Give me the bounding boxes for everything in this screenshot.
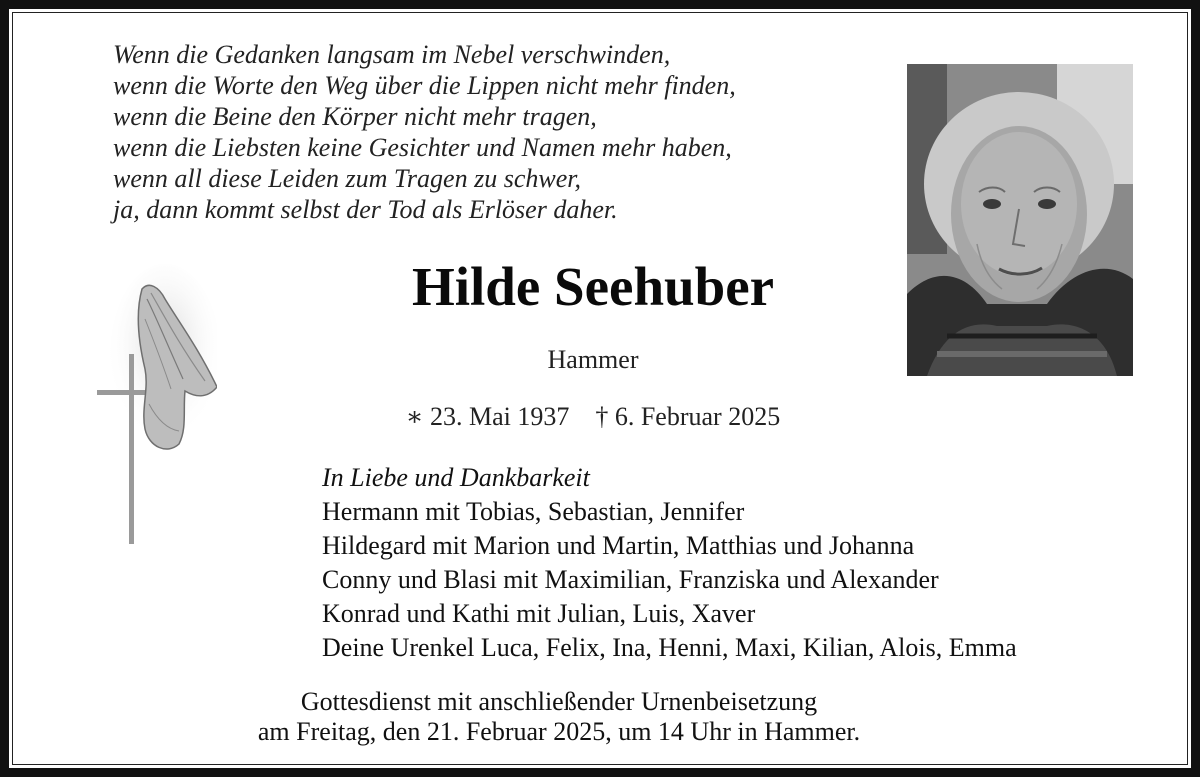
death-date: 6. Februar 2025 bbox=[614, 402, 781, 431]
poem-line: wenn all diese Leiden zum Tragen zu schwer, bbox=[113, 164, 581, 193]
mourner-line: Hildegard mit Marion und Martin, Matthias und Johanna bbox=[322, 531, 915, 560]
portrait-photo bbox=[907, 64, 1133, 376]
mourners-list bbox=[322, 463, 1182, 665]
mourner-line: Hermann mit Tobias, Sebastian, Jennifer bbox=[322, 497, 745, 526]
poem-line: wenn die Beine den Körper nicht mehr tragen, bbox=[113, 102, 597, 131]
mourner-line: Deine Urenkel Luca, Felix, Ina, Henni, Maxi, Kilian, Alois, Emma bbox=[322, 633, 1017, 662]
service-line: am Freitag, den 21. Februar 2025, um 14 Uhr in Hammer. bbox=[257, 717, 861, 746]
hometown: Hammer bbox=[547, 345, 639, 374]
mourners-heading: In Liebe und Dankbarkeit bbox=[322, 463, 590, 492]
mourner-line: Konrad und Kathi mit Julian, Luis, Xaver bbox=[322, 599, 756, 628]
poem bbox=[113, 39, 893, 225]
life-dates bbox=[293, 402, 893, 432]
mourner-line: Conny und Blasi mit Maximilian, Franziska und Alexander bbox=[322, 565, 939, 594]
service-line: Gottesdienst mit anschließender Urnenbeisetzung bbox=[300, 687, 818, 716]
obituary-card bbox=[9, 9, 1191, 768]
birth-date: 23. Mai 1937 bbox=[429, 402, 570, 431]
poem-line: wenn die Liebsten keine Gesichter und Namen mehr haben, bbox=[113, 133, 732, 162]
death-icon: † bbox=[595, 402, 609, 431]
poem-line: ja, dann kommt selbst der Tod als Erlöser daher. bbox=[113, 195, 618, 224]
poem-line: wenn die Worte den Weg über die Lippen nicht mehr finden, bbox=[113, 71, 736, 100]
poem-line: Wenn die Gedanken langsam im Nebel verschwinden, bbox=[113, 40, 671, 69]
birth-icon: ∗ bbox=[405, 402, 424, 431]
deceased-name: Hilde Seehuber bbox=[411, 256, 775, 317]
praying-hands-cross-icon bbox=[87, 259, 217, 549]
service-info bbox=[149, 687, 969, 747]
